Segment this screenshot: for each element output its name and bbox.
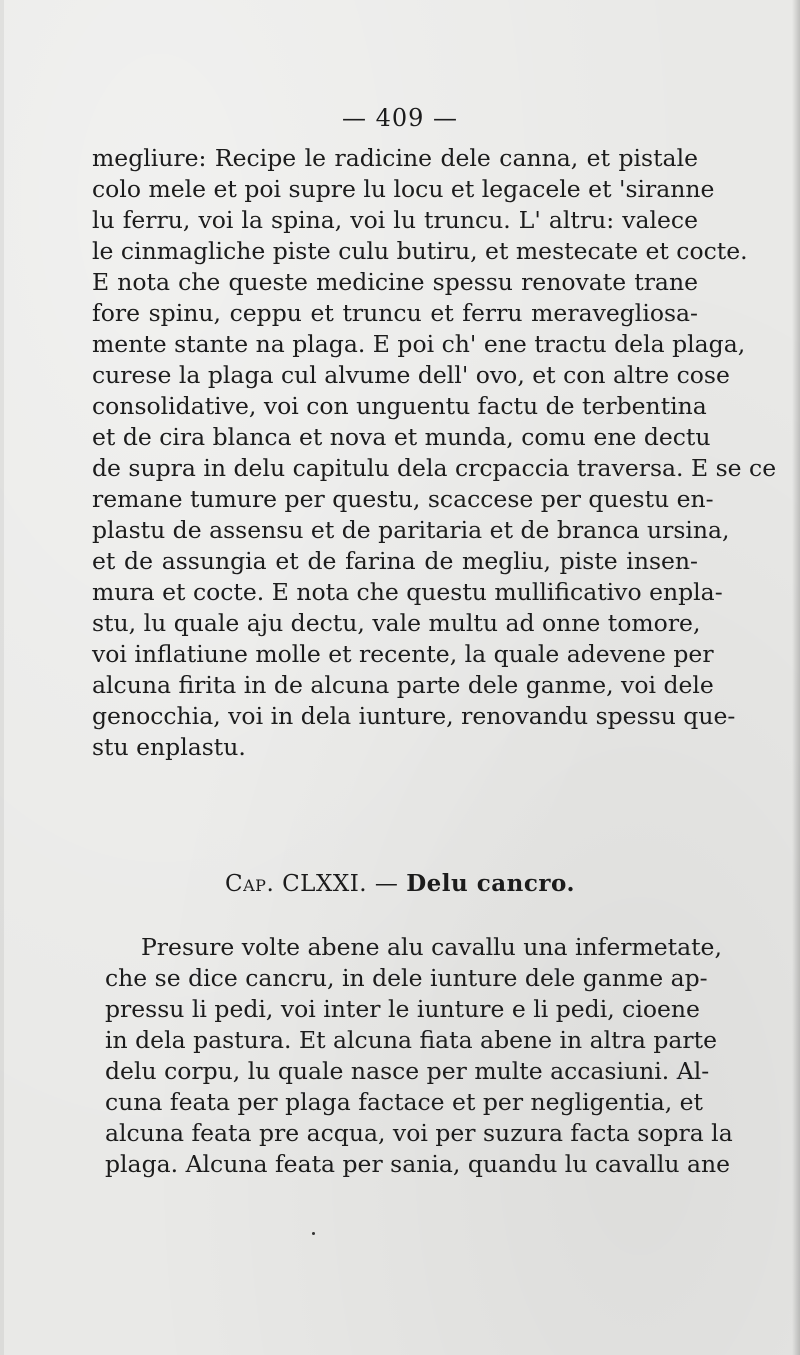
text-line: de supra in delu capitulu dela crcpaccia traversa. E se ce [92,454,777,482]
paragraph-2 [105,932,733,1180]
text-line: genocchia, voi in dela iunture, renovandu spessu que- [92,702,736,730]
text-line: stu, lu quale aju dectu, vale multu ad onne tomore, [92,609,701,637]
text-line: E nota che queste medicine spessu renovate trane [92,268,698,296]
text-line: stu enplastu. [92,733,246,761]
text-line: et de assungia et de farina de megliu, piste insen- [92,547,698,575]
text-line: megliure: Recipe le radicine dele canna, et pistale [92,144,698,172]
text-line: in dela pastura. Et alcuna fiata abene in altra parte [105,1026,717,1054]
chapter-title: Delu cancro. [406,870,575,897]
text-line: plaga. Alcuna feata per sania, quandu lu cavallu ane [105,1150,731,1178]
text-line: delu corpu, lu quale nasce per multe accasiuni. Al- [105,1057,710,1085]
text-line: mura et cocte. E nota che questu mullificativo enpla- [92,578,723,606]
text-line: cuna feata per plaga factace et per negligentia, et [105,1088,703,1116]
ink-speck [312,1232,315,1235]
text-line: et de cira blanca et nova et munda, comu ene dectu [92,423,711,451]
text-line: fore spinu, ceppu et truncu et ferru meravegliosa- [92,299,698,327]
text-line: alcuna firita in de alcuna parte dele ganme, voi dele [92,671,714,699]
text-line: pressu li pedi, voi inter le iunture e li pedi, cioene [105,995,700,1023]
chapter-heading [0,870,800,897]
text-line: lu ferru, voi la spina, voi lu truncu. L' altru: valece [92,206,698,234]
text-line: voi inflatiune molle et recente, la quale adevene per [92,640,714,668]
text-line: alcuna feata pre acqua, voi per suzura facta sopra la [105,1119,733,1147]
text-line: consolidative, voi con unguentu factu de terbentina [92,392,707,420]
text-line: mente stante na plaga. E poi ch' ene tractu dela plaga, [92,330,746,358]
text-line: curese la plaga cul alvume dell' ovo, et con altre cose [92,361,730,389]
text-line: remane tumure per questu, scaccese per questu en- [92,485,714,513]
text-line: Presure volte abene alu cavallu una infermetate, [141,933,722,961]
chapter-number: Cap. CLXXI. — [225,871,407,897]
text-line: le cinmagliche piste culu butiru, et mestecate et cocte. [92,237,748,265]
text-line: colo mele et poi supre lu locu et legacele et 'siranne [92,175,715,203]
page-edge-shadow [792,0,800,1355]
text-line: plastu de assensu et de paritaria et de branca ursina, [92,516,730,544]
paragraph-1 [92,143,777,763]
text-line: che se dice cancru, in dele iunture dele ganme ap- [105,964,708,992]
page-number: — 409 — [341,104,459,132]
page-edge-left [0,0,4,1355]
